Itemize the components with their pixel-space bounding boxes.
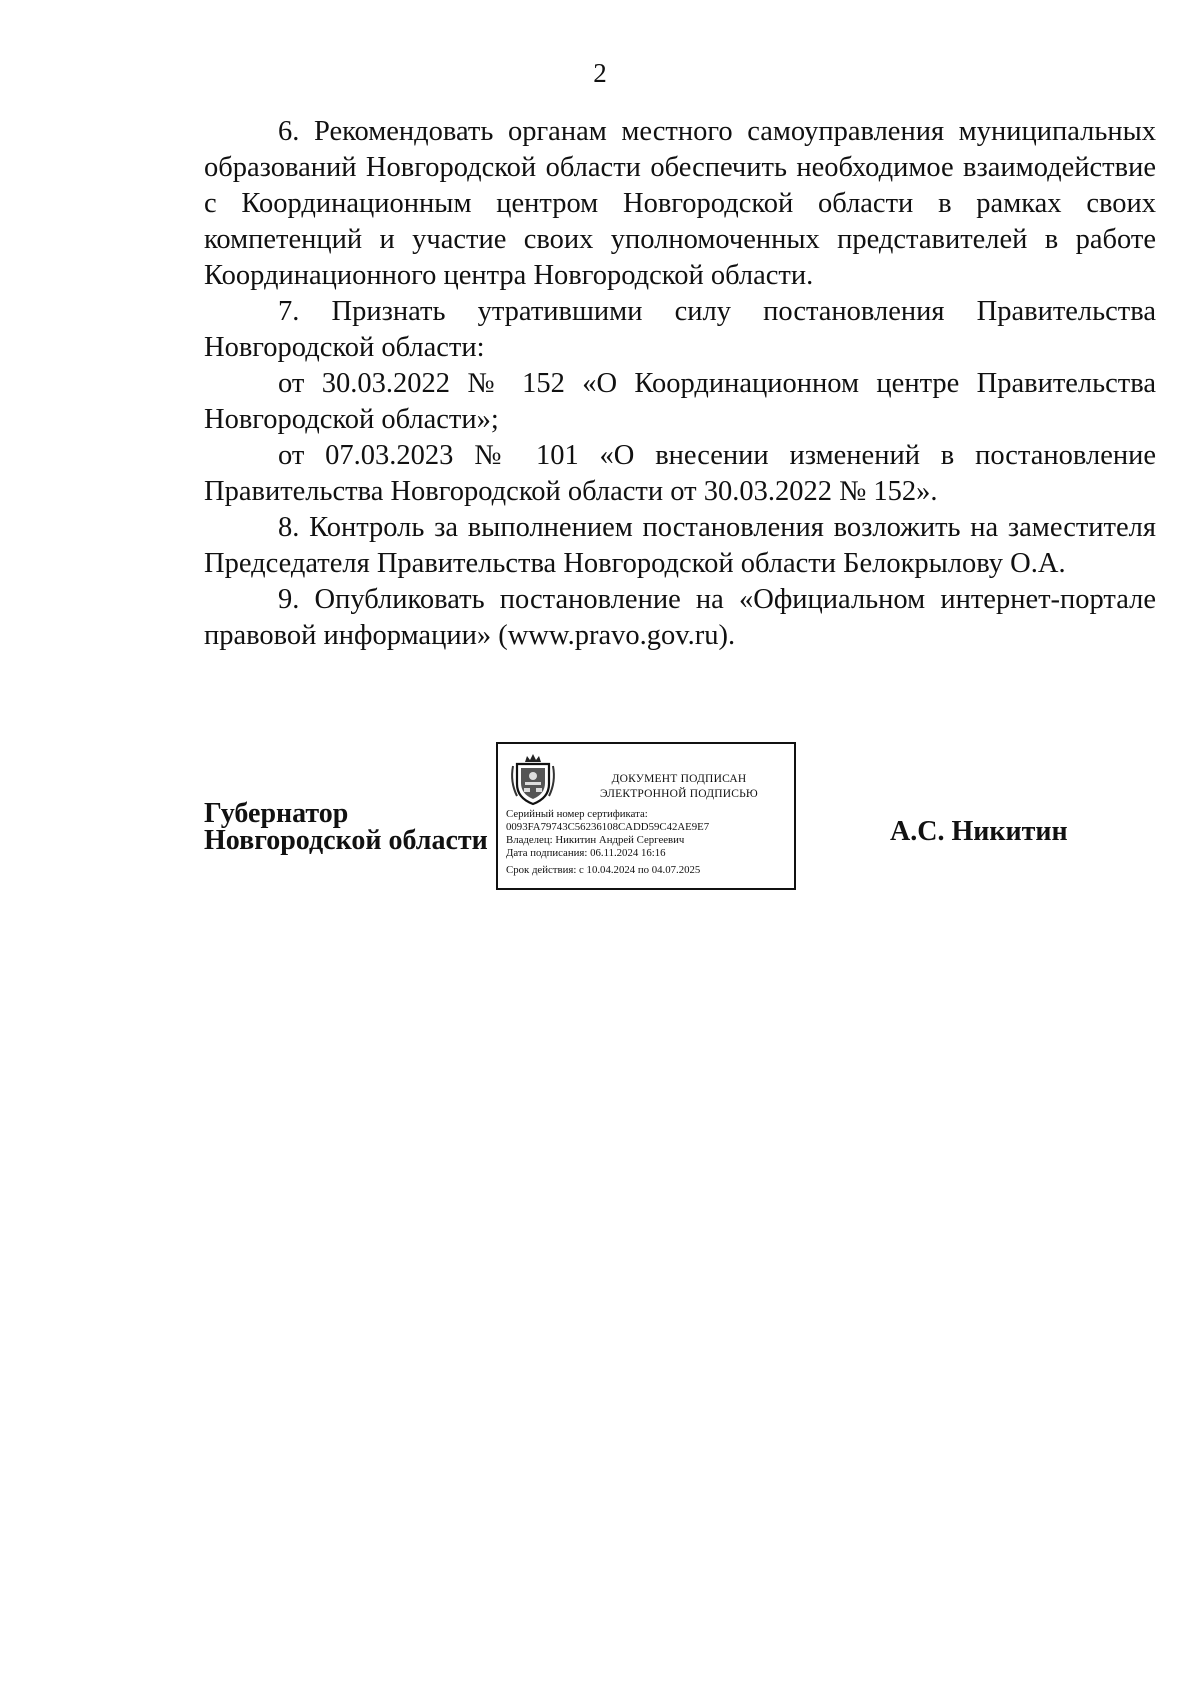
signatory-title	[204, 800, 488, 854]
paragraph-7-item-1: от 30.03.2022 № 152 «О Координационном центре Правительства Новгородской области»;	[204, 368, 1156, 435]
stamp-owner: Владелец: Никитин Андрей Сергеевич	[506, 834, 685, 846]
stamp-heading-line-2: ЭЛЕКТРОННОЙ ПОДПИСЬЮ	[600, 788, 758, 800]
signatory-title-line-1: Губернатор	[204, 798, 349, 829]
stamp-signed-date: Дата подписания: 06.11.2024 16:16	[506, 847, 666, 859]
paragraph-6: 6. Рекомендовать органам местного самоуправления муниципальных образований Новгородской области обеспечить необходимое взаимодействие с Координационным центром Новгородской области в рамках своих компетенций и участие своих уполномоченных представителей в работе Координационного центра Новгородской области.	[204, 116, 1156, 291]
stamp-validity: Срок действия: с 10.04.2024 по 04.07.2025	[506, 864, 701, 876]
paragraph-7-item-2: от 07.03.2023 № 101 «О внесении изменений в постановление Правительства Новгородской области от 30.03.2022 № 152».	[204, 440, 1156, 507]
paragraph-9: 9. Опубликовать постановление на «Официальном интернет-портале правовой информации» (www.pravo.gov.ru).	[204, 584, 1156, 651]
stamp-cert-number: 0093FA79743C56236108CADD59C42AE9E7	[506, 821, 710, 833]
electronic-signature-stamp	[496, 742, 796, 890]
signatory-title-line-2: Новгородской области	[204, 825, 488, 856]
coat-of-arms-icon	[508, 752, 558, 806]
document-body	[204, 114, 1156, 654]
stamp-heading	[574, 772, 784, 802]
paragraph-7: 7. Признать утратившими силу постановления Правительства Новгородской области:	[204, 296, 1156, 363]
signatory-name: А.С. Никитин	[890, 816, 1068, 847]
page-number: 2	[593, 58, 607, 88]
paragraph-8: 8. Контроль за выполнением постановления возложить на заместителя Председателя Правительства Новгородской области Белокрылову О.А.	[204, 512, 1156, 579]
stamp-heading-line-1: ДОКУМЕНТ ПОДПИСАН	[611, 773, 747, 785]
stamp-cert-label: Серийный номер сертификата:	[506, 808, 648, 820]
